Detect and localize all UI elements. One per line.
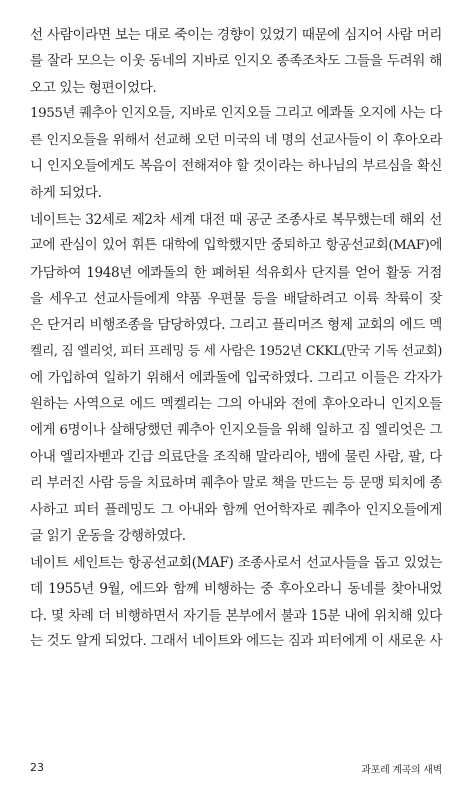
text-line: 에 가입하여 일하기 위해서 에콰돌에 입국하였다. 그리고 이들은 각자가 xyxy=(30,370,442,387)
text-line: 른 인지오들을 위해서 선교해 오던 미국의 네 명의 선교사들이 이 후아오라 xyxy=(30,132,442,148)
text-line: 1955년 퀘추아 인지오들, 지바로 인지오들 그리고 에콰돌 오지에 사는 다 xyxy=(30,106,442,122)
text-line: 선 사람이라면 보는 대로 죽이는 경향이 있었기 때문에 심지어 사람 머리 xyxy=(30,27,442,43)
text-line: 사하고 피터 플레밍도 그 아내와 함께 언어학자로 퀘추아 인지오들에게 xyxy=(30,502,442,519)
text-line: 리 부러진 사람 등을 치료하며 퀘추아 말로 책을 만드는 등 문맹 퇴치에 종 xyxy=(30,475,442,491)
text-line: 네이트 세인트는 항공선교회(MAF) 조종사로서 선교사들을 돕고 있었는 xyxy=(30,554,442,571)
text-line: 다. 몇 차례 더 비행하면서 자기들 본부에서 불과 15분 내에 위치해 있다 xyxy=(30,607,442,624)
text-line: 원하는 사역으로 에드 멕켈리는 그의 아내와 전에 후아오라니 인지오들 xyxy=(30,396,442,413)
text-line: 글 읽기 운동을 강행하였다. xyxy=(30,528,186,545)
body-text xyxy=(30,22,442,655)
text-line: 하게 되었다. xyxy=(30,185,102,202)
text-line: 을 세우고 선교사들에게 약품 우편물 등을 배달하려고 이륙 착륙이 잦 xyxy=(30,290,442,307)
text-line: 켈리, 짐 엘리엇, 피터 프레밍 등 세 사람은 1952년 CKKL(만국 기독 선교회) xyxy=(30,343,442,359)
text-line: 데 1955년 9월, 에드와 함께 비행하는 중 후아오라니 동네를 찾아내었 xyxy=(30,581,442,598)
text-line: 가담하여 1948년 에콰돌의 한 폐허된 석유회사 단지를 얻어 활동 거점 xyxy=(30,264,442,281)
text-line: 교에 관심이 있어 휘튼 대학에 입학했지만 중퇴하고 항공선교회(MAF)에 xyxy=(30,238,442,254)
text-line: 니 인지오들에게도 복음이 전해져야 할 것이라는 하나님의 부르심을 확신 xyxy=(30,158,442,174)
text-line: 오고 있는 형편이었다. xyxy=(30,79,157,96)
text-line: 를 잘라 모으는 이웃 동네의 지바로 인지오 종족조차도 그들을 두려워 해 xyxy=(30,53,442,70)
text-line: 는 것도 알게 되었다. 그래서 네이트와 에드는 짐과 피터에게 이 새로운 사 xyxy=(30,633,442,649)
text-line: 에게 6명이나 살해당했던 퀘추아 인지오들을 위해 일하고 짐 엘리엇은 그 xyxy=(30,422,442,438)
text-line: 네이트는 32세로 제2차 세계 대전 때 공군 조종사로 복무했는데 해외 선 xyxy=(30,211,442,228)
running-title: 과포레 계곡의 새벽 xyxy=(361,765,442,776)
page-number: 23 xyxy=(30,761,44,774)
text-line: 은 단거리 비행조종을 담당하였다. 그리고 플리머즈 형제 교회의 에드 멕 xyxy=(30,317,442,334)
text-line: 아내 엘리자벧과 긴급 의료단을 조직해 말라리아, 뱀에 물린 사람, 팔, 다 xyxy=(30,449,442,466)
